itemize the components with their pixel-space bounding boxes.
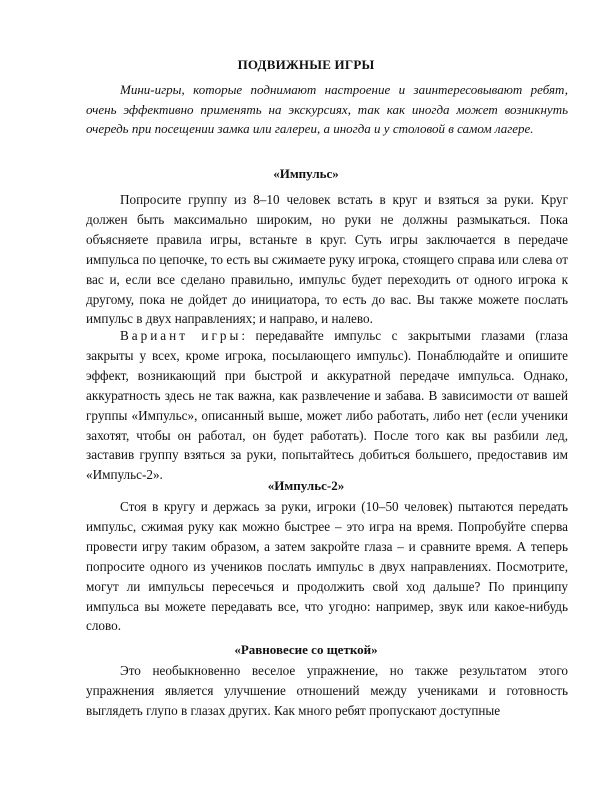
variant-text: : передавайте импульс с закрытыми глазами (глаза закрыты у всех, кроме игрока, посылающего импульс). Понаблюдайте и опишите эффект, возникающий при быстрой и аккуратной передаче импульса. Однако, аккуратность здесь не так важна, как развлечение и забава. В зависимости от вашей группы «Импульс», описанный выше, может либо работать, либо нет (если ученики захотят, чтобы он работал, он будет работать). После того как вы разбили лед, заставив группу взяться за руки, попытайтесь добиться большего, предоставив им «Импульс-2». (86, 328, 568, 483)
section-heading-brush-balance: «Равновесие со щеткой» (234, 642, 378, 657)
intro-paragraph: Мини-игры, которые поднимают настроение и заинтересовывают ребят, очень эффективно применять на экскурсиях, так как иногда может возникнуть очередь при посещении замка или галереи, а иногда и у столовой в самом лагере. (86, 82, 568, 137)
section-paragraph-impulse-rules: Попросите группу из 8–10 человек встать в круг и взяться за руки. Круг должен быть максимально широким, но руки не должны размыкаться. Пока объясняете правила игры, встаньте в круг. Суть игры заключается в передаче импульса по цепочке, то есть вы сжимаете руку игрока, стоящего справа или слева от вас и, если все сделано правильно, импульс будет переходить от одного игрока к другому, пока не дойдет до инициатора, то есть до вас. Вы также можете послать импульс в двух направлениях; и направо, и налево. (86, 192, 568, 327)
section-heading-impulse-2: «Импульс-2» (267, 478, 345, 493)
section-paragraph-impulse-variant (86, 326, 568, 485)
document-title: ПОДВИЖНЫЕ ИГРЫ (237, 57, 375, 72)
section-paragraph-impulse-2: Стоя в кругу и держась за руки, игроки (10–50 человек) пытаются передать импульс, сжимая руку как можно быстрее – это игра на время. Попробуйте сперва провести игру таким образом, а затем закройте глаза – и сравните время. А теперь попросите одного из учеников послать импульс в двух направлениях. Посмотрите, могут ли импульсы пересечься и продолжить свой ход дальше? По принципу импульса вы можете передавать все, что угодно: например, звук или какое-нибудь слово. (86, 499, 568, 634)
section-heading-impulse: «Импульс» (273, 166, 339, 181)
variant-label: Вариант игры (120, 328, 242, 343)
section-paragraph-brush-balance: Это необыкновенно веселое упражнение, но также результатом этого упражнения является улучшение отношений между учениками и готовность выглядеть глупо в глазах других. Как много ребят пропускают доступные (86, 663, 568, 718)
